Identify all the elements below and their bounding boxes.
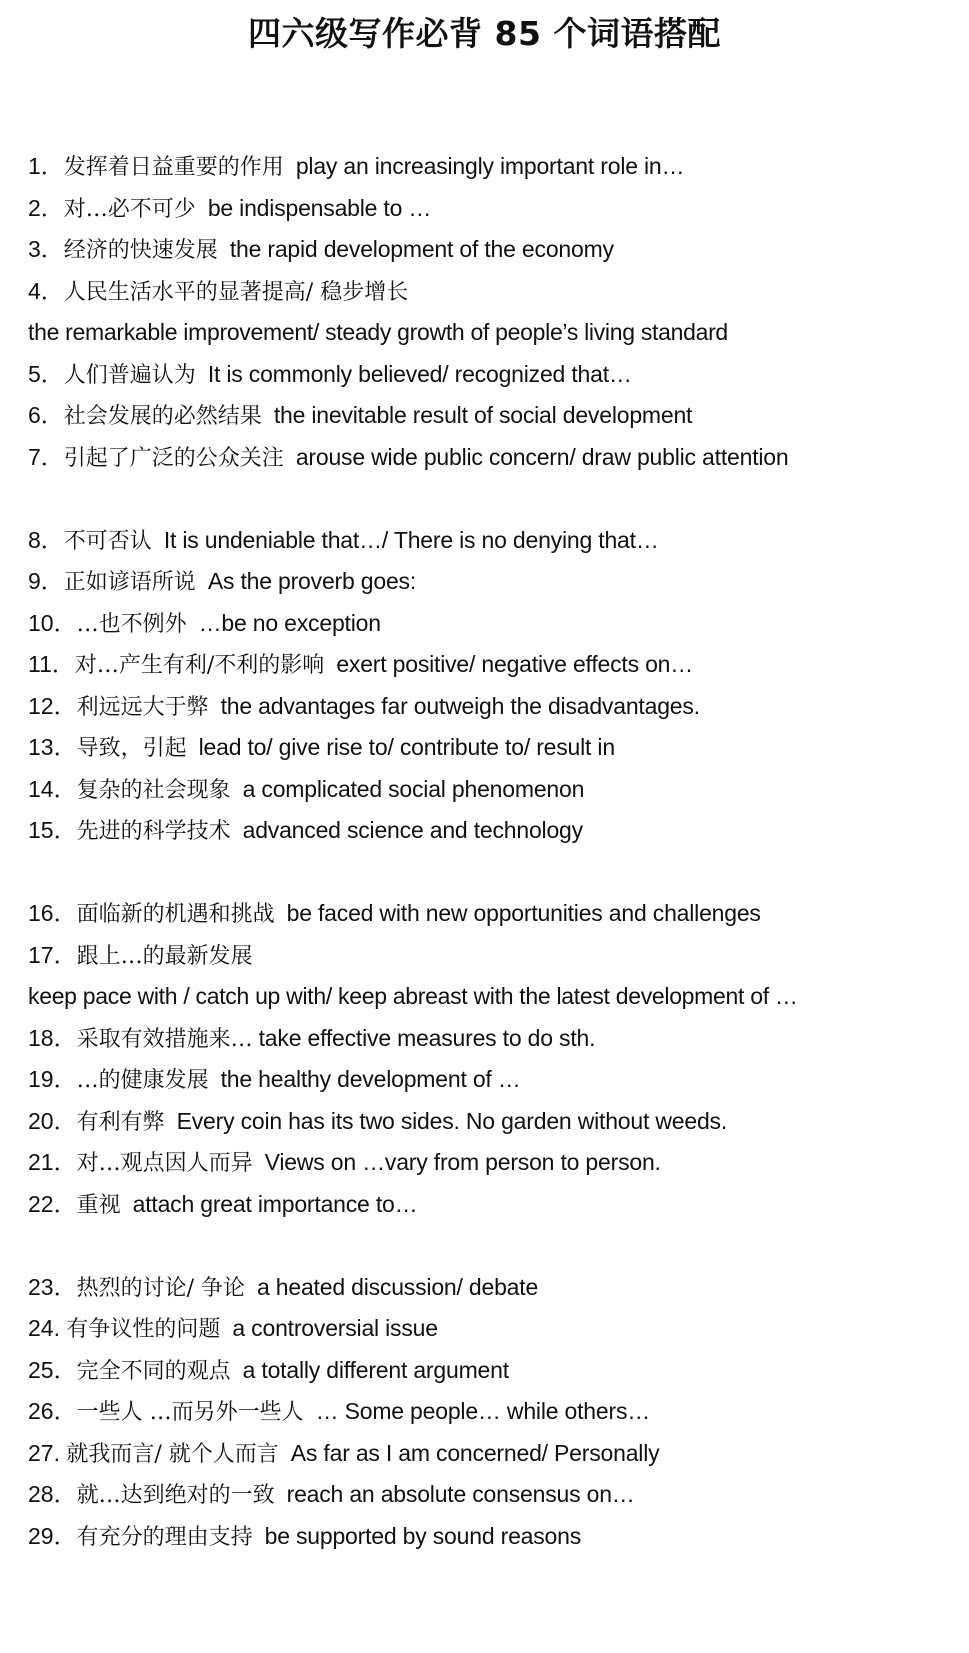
list-item: [28, 810, 963, 852]
item-number: 18．: [28, 1024, 77, 1051]
english-phrase: exert positive/ negative effects on…: [336, 651, 694, 677]
english-phrase: It is undeniable that…/ There is no denying that…: [163, 526, 659, 553]
chinese-phrase: 不可否认: [63, 528, 152, 554]
chinese-phrase: …的健康发展: [76, 1068, 209, 1093]
english-phrase: the rapid development of the economy: [229, 236, 614, 262]
list-item: [28, 1350, 963, 1392]
english-phrase: play an increasingly important role in…: [295, 153, 685, 179]
list-item: [28, 229, 963, 271]
english-phrase: lead to/ give rise to/ contribute to/ result in: [198, 734, 615, 760]
item-number: 1．: [28, 153, 64, 179]
english-phrase: be faced with new opportunities and challenges: [286, 900, 761, 926]
chinese-phrase: 采取有效措施来…: [76, 1026, 253, 1052]
item-number: 19．: [28, 1066, 77, 1092]
item-number: 14．: [28, 775, 77, 802]
item-number: 13．: [28, 734, 77, 760]
chinese-phrase: 就…达到绝对的一致: [76, 1483, 275, 1508]
list-item: [28, 561, 963, 603]
chinese-phrase: 对…观点因人而异: [76, 1151, 253, 1176]
chinese-phrase: 对…产生有利/不利的影响: [74, 653, 325, 678]
list-item: [28, 1142, 963, 1184]
english-phrase: the remarkable improvement/ steady growth of people’s living standard: [28, 319, 728, 345]
chinese-phrase: 面临新的机遇和挑战: [76, 902, 275, 927]
list-item: [28, 395, 963, 437]
list-item: [28, 437, 963, 479]
item-number: 28．: [28, 1481, 77, 1507]
blank-line: [28, 1225, 963, 1267]
list-item-continuation: [28, 976, 963, 1018]
list-item: [28, 1267, 963, 1309]
english-phrase: the healthy development of …: [220, 1066, 521, 1092]
item-number: 15．: [28, 817, 77, 843]
list-item: [28, 727, 963, 769]
blank-line: [28, 852, 963, 894]
item-number: 2．: [28, 194, 64, 221]
item-number: 26．: [28, 1398, 77, 1424]
chinese-phrase: 先进的科学技术: [76, 819, 231, 844]
chinese-phrase: 利远远大于弊: [76, 694, 209, 720]
list-item: [28, 935, 963, 977]
english-phrase: be indispensable to …: [207, 194, 432, 221]
item-number: 23．: [28, 1273, 77, 1300]
item-number: 16．: [28, 900, 77, 926]
list-item: [28, 1184, 963, 1226]
english-phrase: arouse wide public concern/ draw public attention: [295, 443, 789, 470]
chinese-phrase: 就我而言/ 就个人而言: [66, 1441, 279, 1467]
english-phrase: reach an absolute consensus on…: [286, 1481, 635, 1507]
item-number: 8．: [28, 526, 64, 553]
item-number: 5．: [28, 360, 64, 387]
chinese-phrase: 发挥着日益重要的作用: [63, 155, 284, 180]
english-phrase: be supported by sound reasons: [264, 1522, 582, 1549]
chinese-phrase: 重视: [76, 1192, 121, 1218]
chinese-phrase: 引起了广泛的公众关注: [63, 445, 284, 471]
english-phrase: take effective measures to do sth.: [258, 1024, 596, 1051]
list-item: [28, 520, 963, 562]
list-item-continuation: [28, 312, 963, 354]
chinese-phrase: 复杂的社会现象: [76, 777, 231, 803]
list-item: [28, 1018, 963, 1060]
item-number: 12．: [28, 692, 77, 719]
english-phrase: … Some people… while others…: [315, 1398, 651, 1424]
item-number: 25．: [28, 1356, 77, 1383]
list-item: [28, 354, 963, 396]
chinese-phrase: 有争议性的问题: [66, 1317, 221, 1342]
item-number: 10．: [28, 609, 77, 636]
english-phrase: It is commonly believed/ recognized that…: [207, 360, 632, 387]
item-number: 17．: [28, 941, 77, 968]
list-item: [28, 188, 963, 230]
item-number: 21．: [28, 1149, 77, 1175]
english-phrase: a heated discussion/ debate: [257, 1273, 539, 1300]
list-item: [28, 893, 963, 935]
english-phrase: the advantages far outweigh the disadvantages.: [220, 692, 700, 719]
english-phrase: As far as I am concerned/ Personally: [290, 1439, 660, 1466]
chinese-phrase: …也不例外: [76, 611, 187, 637]
chinese-phrase: 社会发展的必然结果: [63, 404, 262, 429]
item-number: 6．: [28, 402, 64, 428]
list-item: [28, 1101, 963, 1143]
english-phrase: attach great importance to…: [132, 1190, 418, 1217]
list-item: [28, 1308, 963, 1350]
list-item: [28, 603, 963, 645]
chinese-phrase: 导致，引起: [76, 736, 187, 761]
chinese-phrase: 对…必不可少: [63, 196, 196, 222]
english-phrase: the inevitable result of social development: [273, 402, 693, 428]
english-phrase: a totally different argument: [242, 1356, 509, 1383]
list-item: [28, 686, 963, 728]
list-item: [28, 146, 963, 188]
item-number: 27.: [28, 1439, 67, 1466]
english-phrase: As the proverb goes:: [207, 568, 417, 594]
phrase-list: [28, 146, 963, 1557]
chinese-phrase: 正如谚语所说: [63, 570, 196, 595]
list-item: [28, 1391, 963, 1433]
item-number: 22．: [28, 1190, 77, 1217]
chinese-phrase: 有充分的理由支持: [76, 1524, 253, 1550]
list-item: [28, 1433, 963, 1475]
item-number: 3．: [28, 236, 64, 262]
chinese-phrase: 热烈的讨论/ 争论: [76, 1275, 245, 1301]
chinese-phrase: 人们普遍认为: [63, 362, 196, 388]
item-number: 4．: [28, 277, 64, 304]
list-item: [28, 271, 963, 313]
list-item: [28, 769, 963, 811]
item-number: 24.: [28, 1315, 67, 1341]
chinese-phrase: 完全不同的观点: [76, 1358, 231, 1384]
chinese-phrase: 有利有弊: [76, 1109, 165, 1135]
english-phrase: Every coin has its two sides. No garden without weeds.: [176, 1107, 728, 1134]
page-title: 四六级写作必背 85 个词语搭配: [248, 14, 721, 53]
english-phrase: …be no exception: [198, 609, 381, 636]
item-number: 7．: [28, 443, 64, 470]
list-item: [28, 1059, 963, 1101]
chinese-phrase: 一些人 …而另外一些人: [76, 1400, 304, 1425]
item-number: 9．: [28, 568, 64, 594]
item-number: 29．: [28, 1522, 77, 1549]
chinese-phrase: 人民生活水平的显著提高/ 稳步增长: [63, 279, 409, 305]
chinese-phrase: 经济的快速发展: [63, 238, 218, 263]
item-number: 20．: [28, 1107, 77, 1134]
english-phrase: keep pace with / catch up with/ keep abreast with the latest development of …: [28, 983, 798, 1009]
list-item: [28, 1516, 963, 1558]
english-phrase: a complicated social phenomenon: [242, 775, 585, 802]
item-number: 11．: [28, 651, 75, 677]
english-phrase: advanced science and technology: [242, 817, 583, 843]
list-item: [28, 644, 963, 686]
english-phrase: a controversial issue: [232, 1315, 438, 1341]
list-item: [28, 1474, 963, 1516]
blank-line: [28, 478, 963, 520]
chinese-phrase: 跟上…的最新发展: [76, 943, 253, 969]
english-phrase: Views on …vary from person to person.: [264, 1149, 661, 1175]
